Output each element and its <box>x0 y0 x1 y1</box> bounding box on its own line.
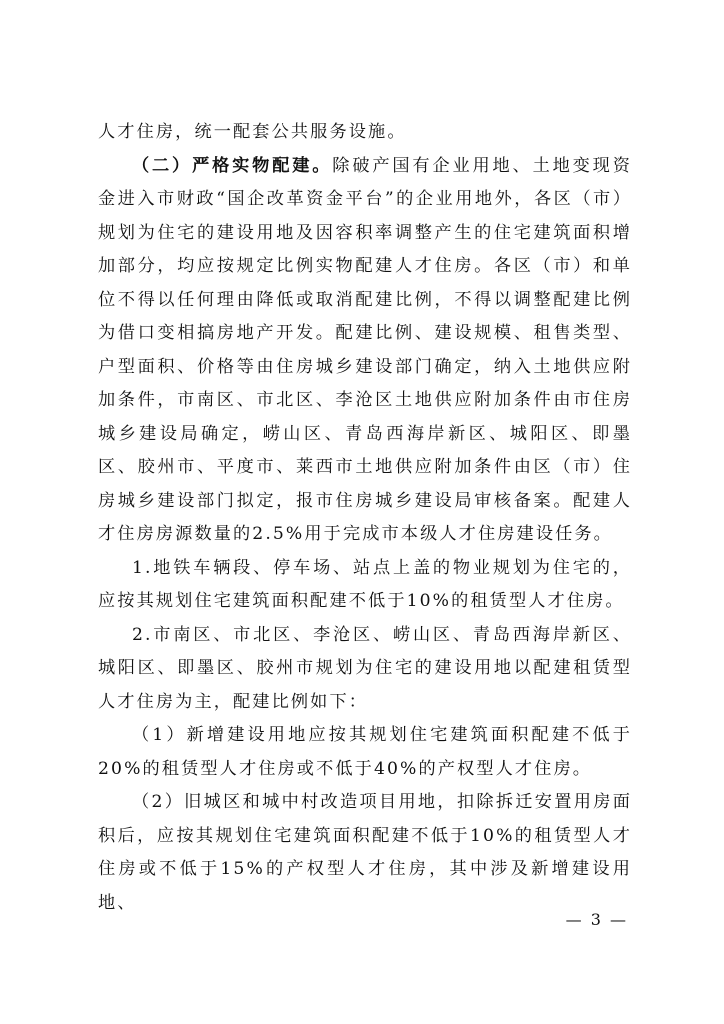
paragraph-text: （1）新增建设用地应按其规划住宅建筑面积配建不低于20%的租赁型人才住房或不低于40%的产权型人才住房。 <box>98 725 632 779</box>
paragraph-text: 除破产国有企业用地、土地变现资金进入市财政“国企改革资金平台”的企业用地外，各区（市）规划为住宅的建设用地及因容积率调整产生的住宅建筑面积增加部分，均应按规定比例实物配建人才住房。各区（市）和单位不得以任何理由降低或取消配建比例，不得以调整配建比例为借口变相搞房地产开发。配建比例、建设规模、租售类型、户型面积、价格等由住房城乡建设部门确定，纳入土地供应附加条件，市南区、市北区、李沧区土地供应附加条件由市住房城乡建设局确定，崂山区、青岛西海岸新区、城阳区、即墨区、胶州市、平度市、莱西市土地供应附加条件由区（市）住房城乡建设部门拟定，报市住房城乡建设局审核备案。配建人才住房房源数量的2.5%用于完成市本级人才住房建设任务。 <box>98 155 632 544</box>
paragraph-strict-allocation <box>98 150 632 552</box>
paragraph-subitem-1 <box>98 719 632 786</box>
section-heading: （二）严格实物配建。 <box>132 155 333 176</box>
paragraph-continuation <box>98 116 632 150</box>
paragraph-subitem-2 <box>98 786 632 920</box>
paragraph-text: 2.市南区、市北区、李沧区、崂山区、青岛西海岸新区、城阳区、即墨区、胶州市规划为住宅的建设用地以配建租赁型人才住房为主，配建比例如下： <box>98 624 632 712</box>
paragraph-text: 人才住房，统一配套公共服务设施。 <box>98 122 407 142</box>
paragraph-item-1 <box>98 552 632 619</box>
paragraph-text: （2）旧城区和城中村改造项目用地，扣除拆迁安置用房面积后，应按其规划住宅建筑面积配建不低于10%的租赁型人才住房或不低于15%的产权型人才住房，其中涉及新增建设用地、 <box>98 792 632 913</box>
page-number: — 3 — <box>565 910 628 929</box>
paragraph-text: 1.地铁车辆段、停车场、站点上盖的物业规划为住宅的，应按其规划住宅建筑面积配建不低于10%的租赁型人才住房。 <box>98 557 632 611</box>
paragraph-item-2 <box>98 619 632 720</box>
body-text <box>98 116 632 920</box>
